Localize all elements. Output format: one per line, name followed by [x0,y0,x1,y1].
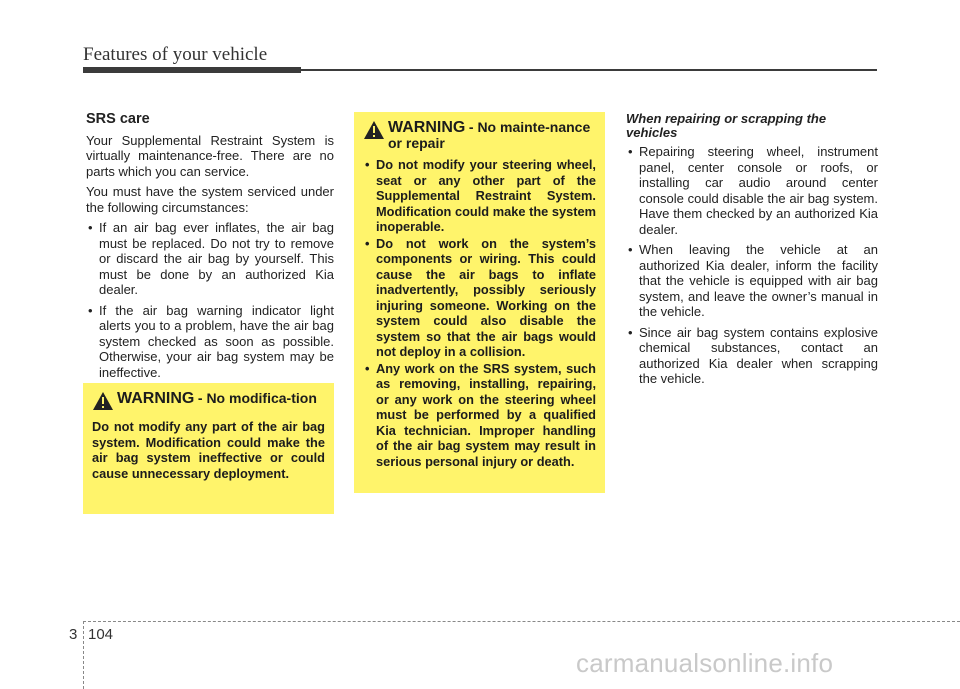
list-item: • If the air bag warning indicator light alerts you to a problem, have the air bag system checked as soon as possible. Otherwise, your air bag system may be ineffective. [86,303,334,381]
chapter-number: 3 [69,626,78,643]
list-item: • Since air bag system contains explosive chemical substances, contact an authorized Kia dealer when scrapping the vehicle. [626,325,878,387]
repair-scrap-section [626,112,878,392]
warning-body: Do not modify any part of the air bag system. Modification could make the air bag system ineffective or could cause unnecessary deployment. [92,419,325,481]
warning-triangle-icon [363,120,385,140]
warning-label: WARNING [117,390,195,407]
paragraph: Your Supplemental Restraint System is virtually maintenance-free. There are no parts which you can service. [86,132,334,179]
section-title: SRS care [86,111,150,127]
paragraph: You must have the system serviced under the following circumstances: [86,184,334,215]
warning-header [363,120,596,151]
list-item: • Do not modify your steering wheel, seat or any other part of the Supplemental Restraint System. Modification could make the system inoperable. [363,157,596,235]
warning-triangle-icon [92,391,114,411]
page-header-title: Features of your vehicle [83,44,268,65]
list-item: • When leaving the vehicle at an authorized Kia dealer, inform the facility that the vehicle is equipped with air bag system, and leave the owner’s manual in the vehicle. [626,242,878,320]
section-title: When repairing or scrapping the vehicles [626,111,827,140]
warning-bullet-list [363,157,596,469]
header-rule-thin [301,69,877,71]
warning-label: WARNING [388,119,466,136]
warning-subtitle: - No modifica-tion [197,390,317,406]
list-item: • Do not work on the system’s components or wiring. This could cause the air bags to inflate inadvertently, possibly seriously injuring someone. Working on the system could also disable the system so that the air bags would not deploy in a collision. [363,236,596,360]
bullet-list [86,220,334,380]
warning-box-no-modification [83,383,334,514]
bullet-list [626,144,878,387]
list-item: • Repairing steering wheel, instrument panel, center console or roofs, or installing car audio around center console could disable the air bag system. Have them checked by an authorized Kia dealer. [626,144,878,237]
warning-subtitle: - No mainte-nance or repair [388,119,591,151]
srs-care-section [86,112,334,385]
list-item: • If an air bag ever inflates, the air bag must be replaced. Do not try to remove or discard the air bag by yourself. This must be done by an authorized Kia dealer. [86,220,334,298]
page-number: 104 [88,626,114,643]
warning-box-no-maintenance [354,112,605,493]
list-item: • Any work on the SRS system, such as removing, installing, repairing, or any work on the steering wheel must be performed by a qualified Kia technician. Improper handling of the air bag system may result in serious personal injury or death. [363,361,596,470]
footer-rule-vertical [83,621,84,689]
footer-rule [83,621,960,622]
header-rule-thick [83,67,301,73]
watermark: carmanualsonline.info [576,648,834,678]
warning-header [92,391,325,413]
